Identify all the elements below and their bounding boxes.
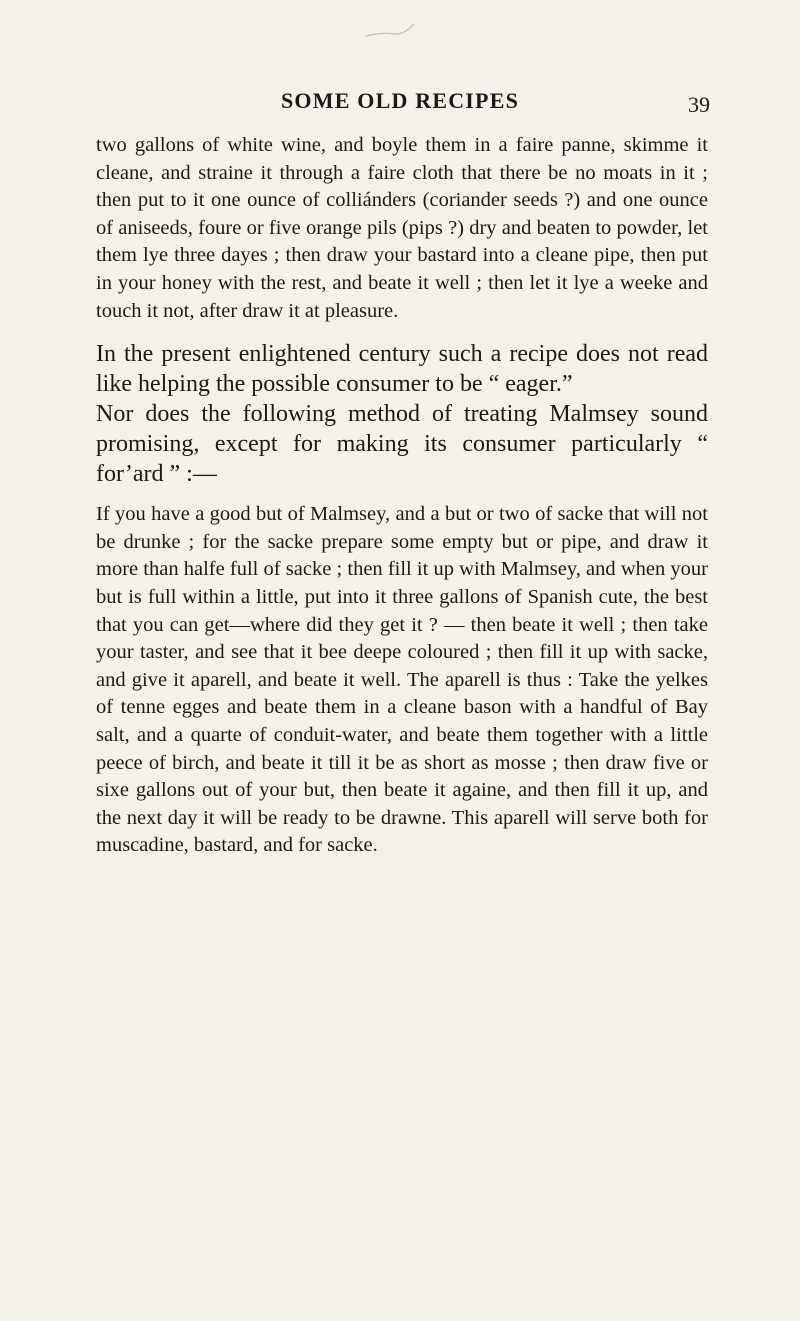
running-head — [0, 88, 800, 118]
body-text — [96, 132, 708, 860]
page-number: 39 — [688, 92, 710, 117]
recipe-paragraph-bastard: two gallons of white wine, and boyle them in a faire panne, skimme it cleane, and straine it through a faire cloth that there be no moats in it ; then put to it one ounce of colliánders (coriander seeds ?) and one ounce of aniseeds, foure or five orange pils (pips ?) dry and beaten to powder, let them lye three dayes ; then draw your bastard into a cleane pipe, then put in your honey with the rest, and beate it well ; then let it lye a weeke and touch it not, after draw it at pleasure. — [96, 134, 708, 322]
commentary-paragraph-2: Nor does the following method of treating Malmsey sound promising, except for making its consumer particularly “ for’ard ” :— — [96, 401, 708, 488]
commentary-paragraph-1: In the present enlightened century such a recipe does not read like helping the possible consumer to be “ eager.” — [96, 341, 708, 398]
recipe-paragraph-malmsey: If you have a good but of Malmsey, and a but or two of sacke that will not be drunke ; for the sacke prepare some empty but or pipe, and draw it more than halfe full of sacke ; then fill it up with Malmsey, and when your but is full within a little, put into it three gallons of Spanish cute, the best that you can get—where did they get it ? — then beate it well ; then take your taster, and see that it bee deepe coloured ; then fill it up with sacke, and give it aparell, and beate it well. The aparell is thus : Take the yelkes of tenne egges and beate them in a cleane bason with a handful of Bay salt, and a quarte of conduit-water, and beate them together with a little peece of birch, and beate it till it be as short as mosse ; then draw five or sixe gallons out of your but, then beate it againe, and then fill it up, and the next day it will be ready to be drawne. This aparell will serve both for muscadine, bastard, and for sacke. — [96, 503, 708, 857]
pencil-mark — [360, 18, 420, 42]
running-title: SOME OLD RECIPES — [280, 88, 520, 113]
